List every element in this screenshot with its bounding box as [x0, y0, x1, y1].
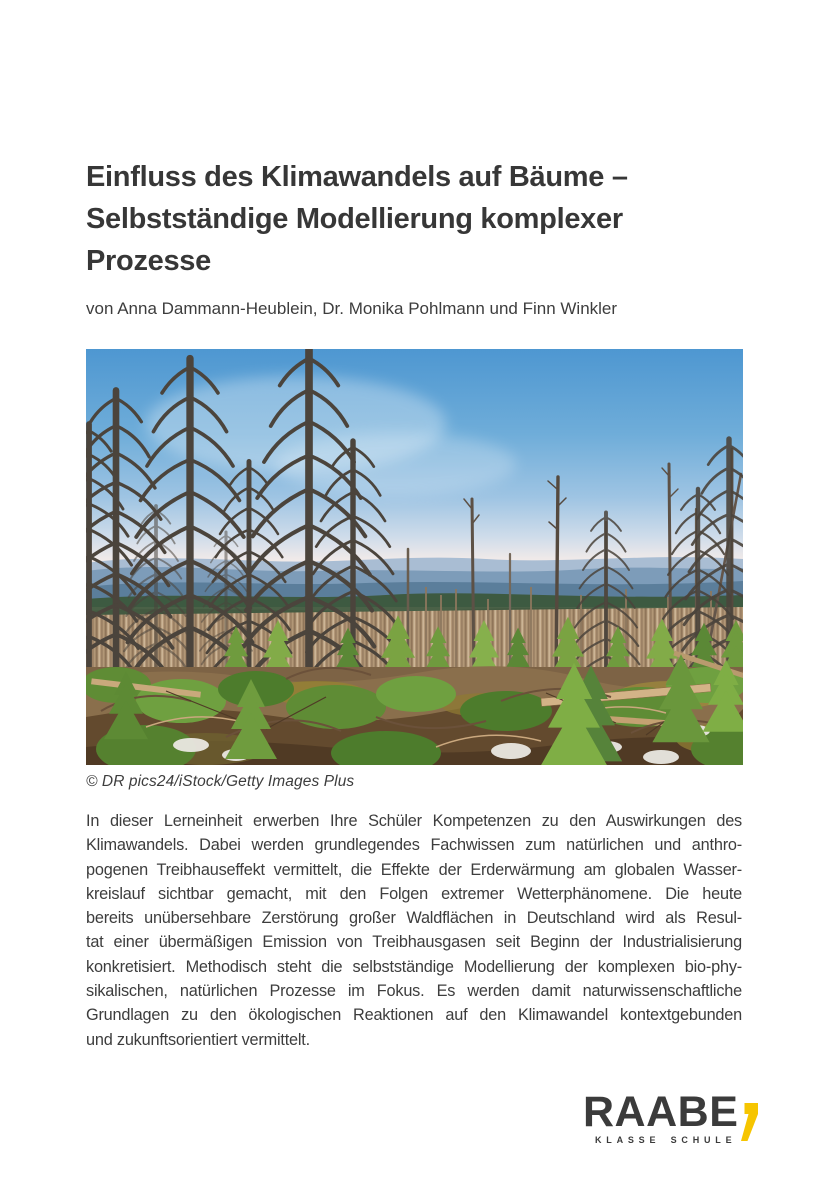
raabe-wordmark: RAABE	[583, 1088, 739, 1136]
paragraph-line: Klimawandels. Dabei werden grundlegendes Fachwissen zum natürlichen und anthro-	[86, 836, 742, 855]
title-line: Prozesse	[86, 245, 211, 277]
paragraph-line: kreislauf sichtbar gemacht, mit den Folgen extremer Wetterphänomene. Die heute	[86, 884, 742, 903]
photo-credit: © DR pics24/iStock/Getty Images Plus	[86, 773, 355, 790]
title-line: Einfluss des Klimawandels auf Bäume –	[86, 161, 628, 193]
raabe-logo	[583, 1088, 758, 1145]
forest-photo-figure	[86, 349, 743, 791]
paragraph-line: tat einer übermäßigen Emission von Treibhausgasen seit Beginn der Industrialisierung	[86, 933, 742, 952]
paragraph-line: und zukunftsorientiert vermittelt.	[86, 1030, 310, 1049]
title-line: Selbstständige Modellierung komplexer	[86, 203, 623, 235]
paragraph-line: Grundlagen zu den ökologischen Reaktionen auf den Klimawandel kontextgebunden	[86, 1006, 742, 1025]
logo-comma-icon	[741, 1103, 758, 1141]
paragraph-line: In dieser Lerneinheit erwerben Ihre Schüler Kompetenzen zu den Auswirkungen des	[86, 812, 742, 830]
forest-photo	[86, 349, 743, 765]
photo-foreground	[86, 651, 743, 765]
intro-paragraph	[86, 809, 742, 1052]
byline: von Anna Dammann-Heublein, Dr. Monika Pohlmann und Finn Winkler	[86, 299, 618, 318]
paragraph-line: konkretisiert. Methodisch steht die selbstständige Modellierung der komplexen bio-phy-	[86, 957, 742, 976]
paragraph-line: bereits unübersehbare Zerstörung großer Waldflächen in Deutschland wird als Resul-	[86, 909, 742, 928]
page-title	[86, 156, 746, 282]
paragraph-line: pogenen Treibhauseffekt vermittelt, die Effekte der Erderwärmung am globalen Wasser-	[86, 860, 742, 879]
paragraph-line: sikalischen, natürlichen Prozesse im Fokus. Es werden damit naturwissenschaftliche	[86, 982, 742, 1001]
raabe-tagline: KLASSE SCHULE	[594, 1135, 737, 1145]
